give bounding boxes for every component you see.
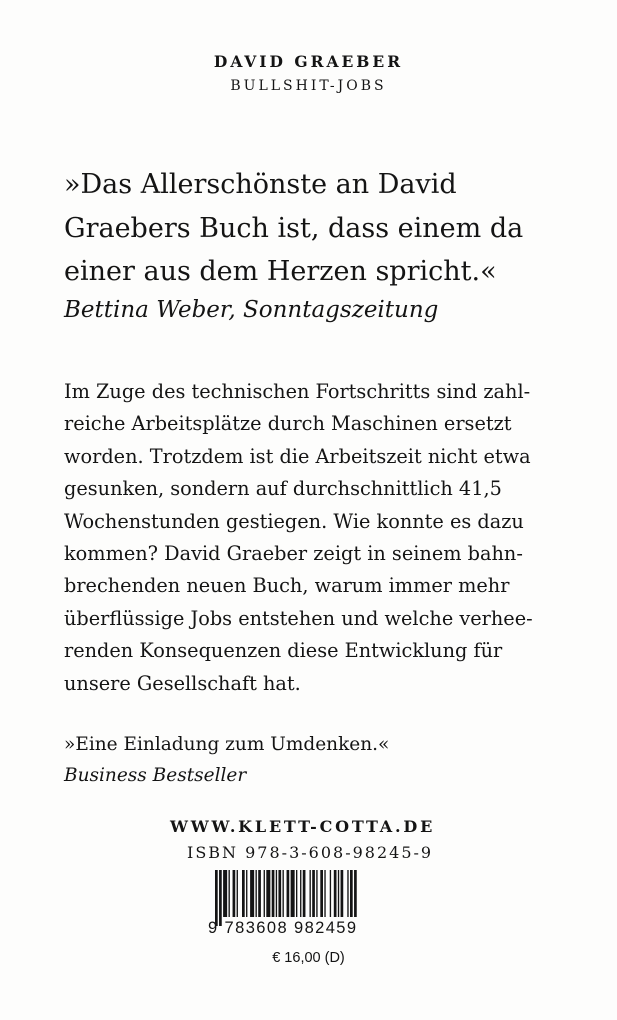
price-label: € 16,00 (D) — [272, 950, 345, 966]
barcode-bar — [338, 870, 339, 917]
barcode-bar — [272, 870, 275, 917]
barcode-bar — [334, 870, 337, 917]
barcode-bar — [300, 870, 301, 917]
barcode-bar — [287, 870, 290, 917]
description-line: renden Konsequenzen diese Entwicklung für — [64, 639, 503, 663]
barcode-bar — [330, 870, 331, 917]
blurb-line: Graebers Buch ist, dass einem da — [64, 212, 524, 244]
description — [64, 376, 604, 700]
barcode-bar — [350, 870, 353, 917]
barcode-bar — [291, 870, 295, 917]
barcode-bar — [266, 870, 270, 917]
publisher-url[interactable]: WWW.KLETT-COTTA.DE — [170, 817, 436, 836]
description-line: Wochenstunden gestiegen. Wie konnte es dazu — [64, 509, 524, 533]
barcode-bar — [219, 870, 222, 926]
barcode-bar — [312, 870, 315, 917]
review-attribution: Business Bestseller — [64, 765, 247, 786]
barcode-bar — [246, 870, 247, 917]
description-line: kommen? David Graeber zeigt in seinem bahn- — [64, 542, 523, 566]
blurb-quote — [64, 163, 584, 294]
description-line: brechenden neuen Buch, warum immer mehr — [64, 574, 510, 598]
author-name: DAVID GRAEBER — [213, 52, 404, 71]
barcode-bar — [320, 870, 323, 917]
barcode-bar — [229, 870, 230, 917]
barcode-bar — [276, 870, 277, 917]
blurb-line: »Das Allerschönste an David — [64, 169, 457, 200]
description-line: worden. Trotzdem ist die Arbeitszeit nicht etwa — [64, 444, 531, 468]
barcode-bar — [324, 870, 325, 917]
barcode-bar — [283, 870, 284, 917]
barcode-bar — [237, 870, 238, 917]
blurb-line: einer aus dem Herzen spricht.« — [64, 256, 497, 287]
barcode-bar — [250, 870, 254, 917]
book-title: BULLSHIT-JOBS — [230, 78, 387, 94]
barcode-bar — [310, 870, 311, 917]
barcode-bar — [223, 870, 227, 917]
barcode-bar — [264, 870, 265, 917]
description-line: reiche Arbeitsplätze durch Maschinen ersetzt — [64, 412, 512, 436]
description-line: überflüssige Jobs entstehen und welche verhee- — [64, 606, 533, 630]
isbn-number: ISBN 978-3-608-98245-9 — [187, 843, 434, 862]
barcode-bar — [341, 870, 344, 917]
barcode-bar — [303, 870, 306, 917]
review-quote: »Eine Einladung zum Umdenken.« — [64, 734, 390, 755]
barcode-bar — [347, 870, 348, 917]
barcode-bar — [278, 870, 281, 917]
barcode-bar — [258, 870, 261, 917]
barcode-bar — [354, 870, 357, 917]
barcode-graphic — [213, 870, 411, 962]
description-line: unsere Gesellschaft hat. — [64, 671, 301, 695]
barcode — [213, 870, 411, 962]
description-line: Im Zuge des technischen Fortschritts sind zahl- — [64, 380, 531, 403]
barcode-digits: 9 783608 982459 — [208, 919, 358, 937]
barcode-bar — [256, 870, 257, 917]
barcode-bar — [233, 870, 236, 917]
barcode-bar — [215, 870, 218, 926]
barcode-bar — [242, 870, 245, 917]
description-line: gesunken, sondern auf durchschnittlich 41,5 — [64, 477, 502, 501]
barcode-bar — [316, 870, 317, 917]
barcode-bar — [296, 870, 297, 917]
blurb-attribution: Bettina Weber, Sonntagszeitung — [64, 297, 439, 323]
